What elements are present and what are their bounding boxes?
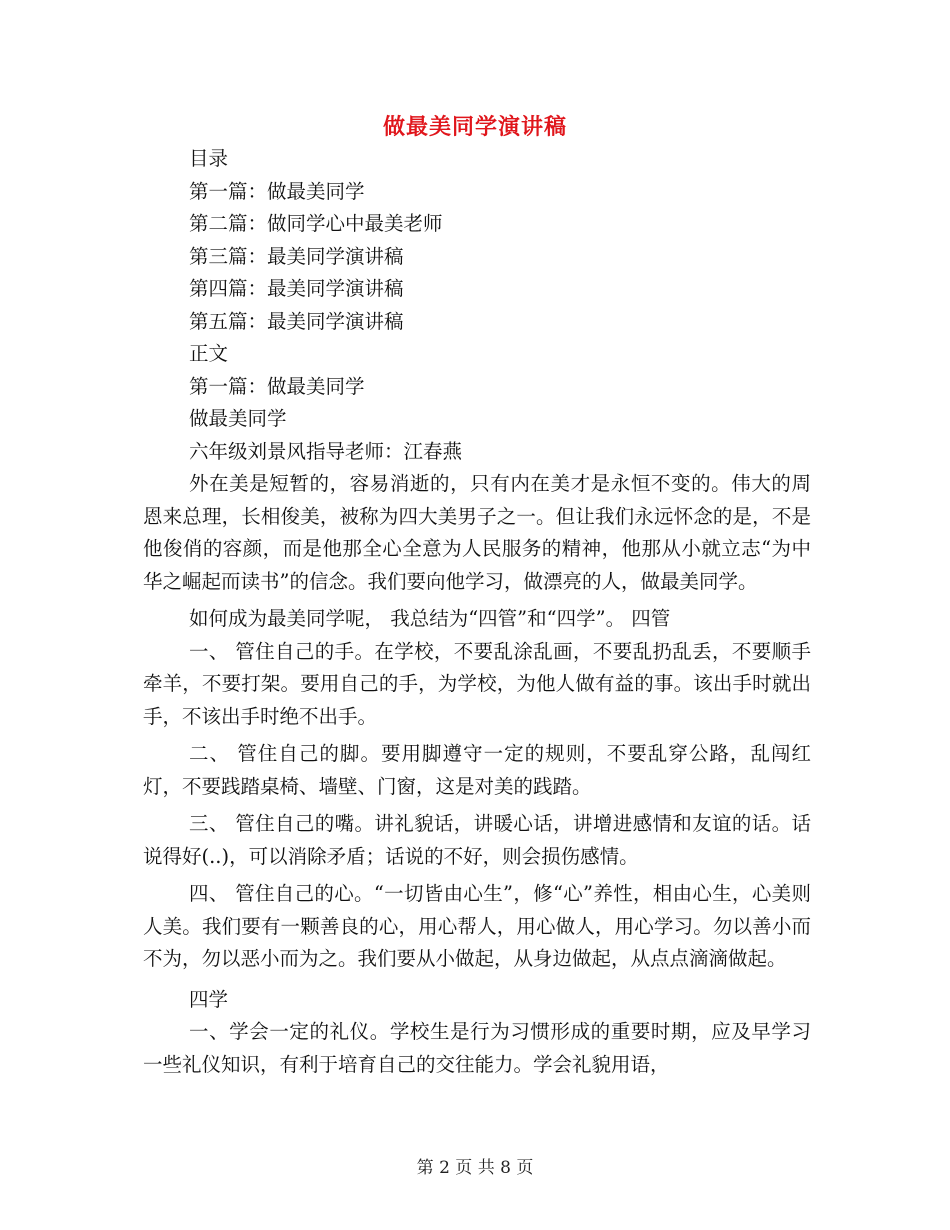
toc-item: 第五篇：最美同学演讲稿 bbox=[189, 309, 404, 333]
body-paragraph: 四、 管住自己的心。“一切皆由心生”，修“心”养性，相由心生，心美则人美。我们要有一颗善良的心，用心帮人，用心做人，用心学习。勿以善小而不为，勿以恶小而为之。我们要从小做起，从身边做起，从点点滴滴做起。 bbox=[143, 882, 811, 970]
toc-heading: 目录 bbox=[189, 147, 229, 170]
document-body bbox=[143, 143, 811, 1081]
toc-item: 第四篇：最美同学演讲稿 bbox=[189, 277, 404, 300]
body-paragraph: 一、 管住自己的手。在学校，不要乱涂乱画，不要乱扔乱丢，不要顺手牵羊，不要打架。要用自己的手，为学校，为他人做有益的事。该出手时就出手，不该出手时绝不出手。 bbox=[143, 639, 811, 728]
chapter-title: 第一篇：做最美同学 bbox=[189, 374, 365, 398]
section-label: 四学 bbox=[189, 987, 229, 1011]
body-label: 正文 bbox=[189, 342, 229, 365]
document-title: 做最美同学演讲稿 bbox=[382, 115, 567, 140]
article-title: 做最美同学 bbox=[189, 407, 287, 430]
author-line: 六年级刘景风指导老师：江春燕 bbox=[189, 439, 463, 463]
toc-item: 第一篇：做最美同学 bbox=[189, 179, 365, 203]
body-paragraph: 一、学会一定的礼仪。学校生是行为习惯形成的重要时期，应及早学习一些礼仪知识，有利于培育自己的交往能力。学会礼貌用语， bbox=[143, 1020, 811, 1076]
body-paragraph: 二、 管住自己的脚。要用脚遵守一定的规则，不要乱穿公路，乱闯红灯，不要践踏桌椅、墙壁、门窗，这是对美的践踏。 bbox=[143, 742, 811, 798]
body-paragraph: 三、 管住自己的嘴。讲礼貌话，讲暖心话，讲增进感情和友谊的话。话说得好(..)，可以消除矛盾；话说的不好，则会损伤感情。 bbox=[143, 812, 811, 868]
page-footer: 第 2 页 共 8 页 bbox=[416, 1158, 534, 1178]
toc-item: 第三篇：最美同学演讲稿 bbox=[189, 244, 404, 268]
body-paragraph: 外在美是短暂的，容易消逝的，只有内在美才是永恒不变的。伟大的周恩来总理，长相俊美，被称为四大美男子之一。但让我们永远怀念的是，不是他俊俏的容颜，而是他那全心全意为人民服务的精神，他那从小就立志“为中华之崛起而读书”的信念。我们要向他学习，做漂亮的人，做最美同学。 bbox=[143, 472, 811, 593]
body-paragraph: 如何成为最美同学呢， 我总结为“四管”和“四学”。 四管 bbox=[189, 607, 671, 630]
toc-item: 第二篇：做同学心中最美老师 bbox=[189, 212, 443, 235]
